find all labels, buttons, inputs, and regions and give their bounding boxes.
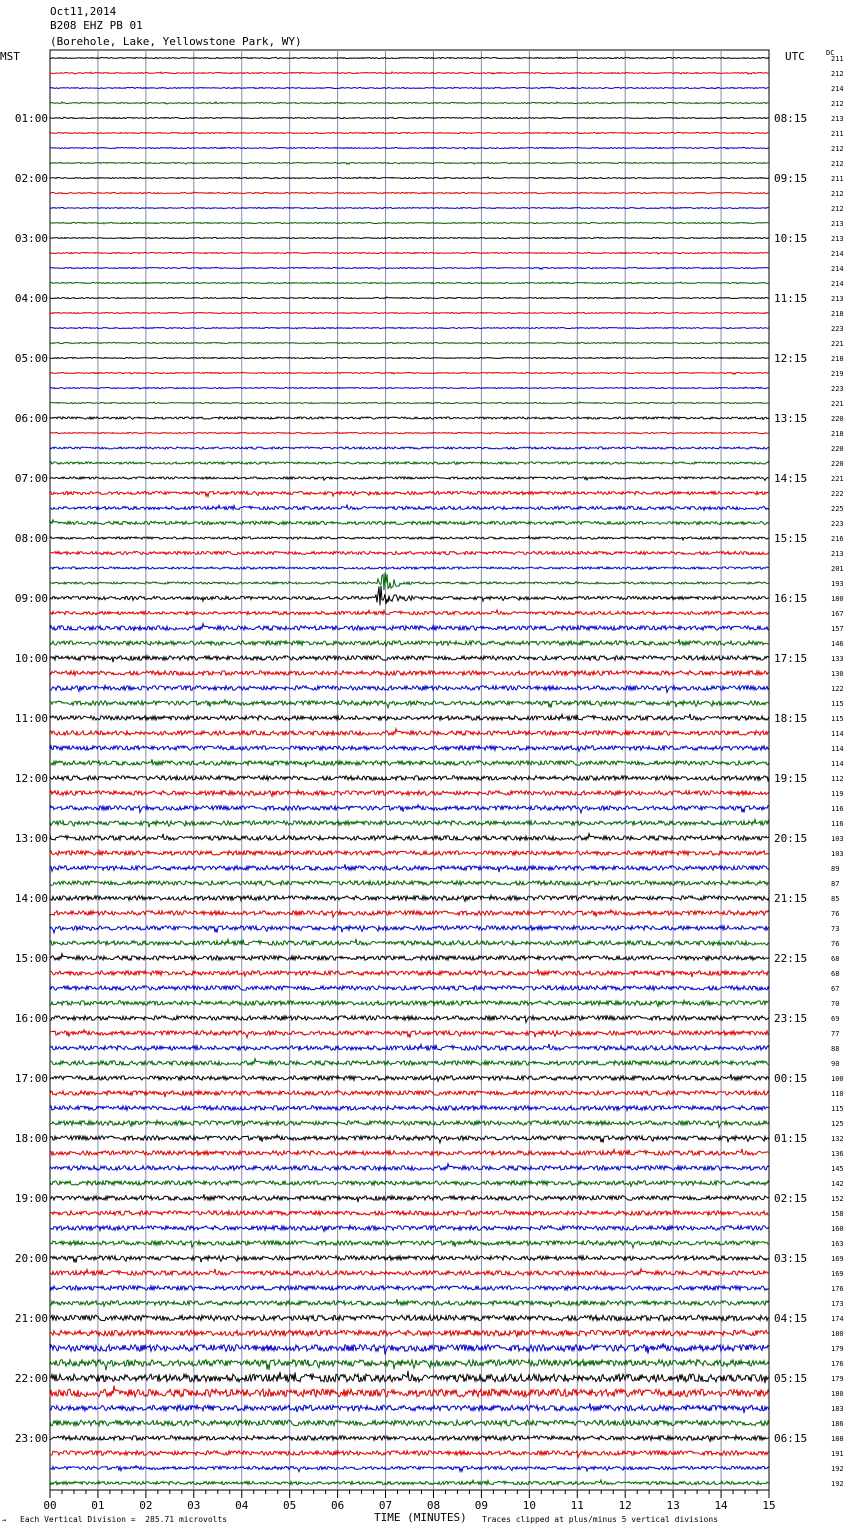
dc-offset-label: 132 xyxy=(831,1135,844,1143)
x-tick-label: 03 xyxy=(187,1499,201,1512)
dc-offset-label: 213 xyxy=(831,220,844,228)
left-timezone-label: MST xyxy=(0,50,20,63)
x-tick-label: 09 xyxy=(474,1499,489,1512)
hour-label-right: 19:15 xyxy=(774,772,808,785)
dc-offset-label: 211 xyxy=(831,55,844,63)
trace-row xyxy=(50,1000,769,1006)
trace-row xyxy=(50,1480,769,1485)
hour-label-left: 11:00 xyxy=(14,712,48,725)
trace-row xyxy=(50,402,769,404)
x-tick-label: 05 xyxy=(283,1499,297,1512)
trace-row xyxy=(50,573,769,591)
trace-row xyxy=(50,1371,769,1383)
trace-row xyxy=(50,223,769,225)
trace-row xyxy=(50,177,769,179)
trace-row xyxy=(50,1360,769,1371)
dc-offset-label: 180 xyxy=(831,1330,844,1338)
right-timezone-label: UTC xyxy=(785,50,805,63)
trace-row xyxy=(50,102,769,104)
hour-label-left: 07:00 xyxy=(14,472,48,485)
trace-row xyxy=(50,790,769,796)
x-axis-title: TIME (MINUTES) xyxy=(374,1511,467,1524)
dc-offset-label: 133 xyxy=(831,655,844,663)
x-tick-label: 12 xyxy=(618,1499,632,1512)
dc-offset-label: 100 xyxy=(831,1075,844,1083)
trace-row xyxy=(50,313,769,314)
hour-label-left: 05:00 xyxy=(14,352,48,365)
trace-row xyxy=(50,505,769,510)
trace-row xyxy=(50,864,769,872)
trace-row xyxy=(50,252,769,254)
hour-label-left: 02:00 xyxy=(14,172,48,185)
header-date: Oct11,2014 xyxy=(50,5,117,18)
hour-label-left: 03:00 xyxy=(14,232,48,245)
dc-offset-label: 167 xyxy=(831,610,844,618)
dc-offset-label: 212 xyxy=(831,145,844,153)
trace-row xyxy=(50,1091,769,1097)
dc-offset-label: 158 xyxy=(831,1210,844,1218)
dc-offset-label: 214 xyxy=(831,265,844,273)
x-tick-label: 14 xyxy=(714,1499,728,1512)
dc-offset-label: 112 xyxy=(831,775,844,783)
dc-offset-label: 223 xyxy=(831,325,844,333)
trace-row xyxy=(50,1435,769,1441)
dc-offset-label: 114 xyxy=(831,745,844,753)
dc-offset-label: 220 xyxy=(831,445,844,453)
dc-offset-label: 214 xyxy=(831,280,844,288)
dc-offset-label: 77 xyxy=(831,1030,840,1038)
trace-row xyxy=(50,714,769,720)
dc-offset-label: 220 xyxy=(831,415,844,423)
trace-row xyxy=(50,567,769,570)
dc-offset-label: 179 xyxy=(831,1345,844,1353)
trace-row xyxy=(50,1256,769,1263)
hour-label-left: 15:00 xyxy=(14,952,48,965)
trace-row xyxy=(50,939,769,946)
dc-offset-label: 218 xyxy=(831,310,844,318)
trace-row xyxy=(50,1299,769,1307)
trace-row xyxy=(50,207,769,209)
trace-row xyxy=(50,432,769,434)
trace-row xyxy=(50,57,769,59)
dc-offset-label: 179 xyxy=(831,1375,844,1383)
trace-row xyxy=(50,87,769,89)
dc-offset-label: 69 xyxy=(831,1015,840,1023)
dc-offset-label: 76 xyxy=(831,910,840,918)
trace-row xyxy=(50,671,769,676)
dc-offset-label: 221 xyxy=(831,400,844,408)
dc-offset-label: 174 xyxy=(831,1315,844,1323)
dc-offset-label: 192 xyxy=(831,1465,844,1473)
dc-offset-label: 116 xyxy=(831,805,844,813)
trace-row xyxy=(50,926,769,933)
dc-offset-label: 73 xyxy=(831,925,840,933)
dc-offset-label: 115 xyxy=(831,700,844,708)
trace-row xyxy=(50,1135,769,1143)
trace-row xyxy=(50,685,769,692)
dc-offset-label: 201 xyxy=(831,565,844,573)
hour-label-right: 21:15 xyxy=(774,892,808,905)
trace-row xyxy=(50,1240,769,1248)
dc-offset-label: 213 xyxy=(831,295,844,303)
hour-label-right: 17:15 xyxy=(774,652,808,665)
hour-label-right: 06:15 xyxy=(774,1432,808,1445)
x-tick-label: 11 xyxy=(570,1499,584,1512)
dc-offset-label: 110 xyxy=(831,1090,844,1098)
hour-label-right: 10:15 xyxy=(774,232,808,245)
hour-label-left: 21:00 xyxy=(14,1312,48,1325)
dc-offset-label: 70 xyxy=(831,1000,840,1008)
hour-label-left: 16:00 xyxy=(14,1012,48,1025)
hour-label-left: 06:00 xyxy=(14,412,48,425)
dc-offset-label: 76 xyxy=(831,940,840,948)
dc-offset-label: 213 xyxy=(831,235,844,243)
hour-label-left: 19:00 xyxy=(14,1192,48,1205)
header-station: B208 EHZ PB 01 xyxy=(50,19,143,32)
dc-offset-label: 103 xyxy=(831,850,844,858)
hour-label-left: 04:00 xyxy=(14,292,48,305)
hour-label-right: 00:15 xyxy=(774,1072,808,1085)
hour-label-right: 08:15 xyxy=(774,112,808,125)
dc-offset-label: 213 xyxy=(831,115,844,123)
dc-offset-label: 89 xyxy=(831,865,840,873)
trace-row xyxy=(50,1269,769,1276)
x-tick-label: 13 xyxy=(666,1499,680,1512)
trace-row xyxy=(50,1059,769,1066)
dc-offset-label: 90 xyxy=(831,1060,840,1068)
trace-row xyxy=(50,1343,769,1354)
dc-offset-label: 183 xyxy=(831,1405,844,1413)
dc-offset-label: 223 xyxy=(831,385,844,393)
trace-row xyxy=(50,1466,769,1472)
dc-offset-label: 169 xyxy=(831,1270,844,1278)
dc-offset-label: 212 xyxy=(831,205,844,213)
hour-label-left: 13:00 xyxy=(14,832,48,845)
dc-offset-label: 218 xyxy=(831,355,844,363)
trace-row xyxy=(50,491,769,496)
footer-mark: → xyxy=(2,1516,7,1524)
trace-row xyxy=(50,1315,769,1320)
trace-row xyxy=(50,729,769,736)
trace-row xyxy=(50,357,769,358)
dc-offset-label: 173 xyxy=(831,1300,844,1308)
trace-row xyxy=(50,387,769,389)
dc-offset-label: 219 xyxy=(831,370,844,378)
footer-clip-note: Traces clipped at plus/minus 5 vertical divisions xyxy=(482,1515,719,1524)
trace-row xyxy=(50,586,769,606)
hour-label-right: 02:15 xyxy=(774,1192,808,1205)
trace-row xyxy=(50,1330,769,1337)
hour-label-right: 16:15 xyxy=(774,592,808,605)
trace-row xyxy=(50,536,769,540)
hour-label-right: 22:15 xyxy=(774,952,808,965)
dc-offset-label: 115 xyxy=(831,1105,844,1113)
trace-row xyxy=(50,551,769,554)
hour-label-right: 01:15 xyxy=(774,1132,808,1145)
x-tick-label: 02 xyxy=(139,1499,153,1512)
hour-label-left: 14:00 xyxy=(14,892,48,905)
trace-row xyxy=(50,819,769,827)
dc-offset-label: 68 xyxy=(831,955,840,963)
trace-row xyxy=(50,834,769,841)
dc-offset-label: 180 xyxy=(831,595,844,603)
dc-offset-label: 136 xyxy=(831,1150,844,1158)
trace-row xyxy=(50,447,769,449)
dc-offset-label: 221 xyxy=(831,475,844,483)
header-location: (Borehole, Lake, Yellowstone Park, WY) xyxy=(50,35,302,48)
hour-label-left: 18:00 xyxy=(14,1132,48,1145)
dc-offset-label: 212 xyxy=(831,70,844,78)
trace-row xyxy=(50,969,769,977)
dc-offset-label: 212 xyxy=(831,100,844,108)
trace-row xyxy=(50,267,769,269)
trace-row xyxy=(50,910,769,918)
hour-label-left: 01:00 xyxy=(14,112,48,125)
trace-row xyxy=(50,1420,769,1425)
hour-label-right: 20:15 xyxy=(774,832,808,845)
trace-row xyxy=(50,1403,769,1413)
trace-row xyxy=(50,132,769,133)
footer-scale-note: Each Vertical Division = 285.71 microvolts xyxy=(20,1515,228,1524)
dc-offset-label: 130 xyxy=(831,670,844,678)
dc-offset-label: 214 xyxy=(831,85,844,93)
dc-offset-label: 163 xyxy=(831,1240,844,1248)
dc-offset-label: 157 xyxy=(831,625,844,633)
dc-offset-label: 85 xyxy=(831,895,840,903)
hour-label-right: 12:15 xyxy=(774,352,808,365)
hour-label-right: 03:15 xyxy=(774,1252,808,1265)
hour-label-left: 08:00 xyxy=(14,532,48,545)
hour-label-left: 20:00 xyxy=(14,1252,48,1265)
dc-offset-label: 221 xyxy=(831,340,844,348)
dc-offset-label: 193 xyxy=(831,580,844,588)
dc-offset-label: 212 xyxy=(831,190,844,198)
dc-offset-label: 213 xyxy=(831,550,844,558)
dc-offset-label: 103 xyxy=(831,835,844,843)
trace-row xyxy=(50,1030,769,1038)
dc-offset-label: 192 xyxy=(831,1480,844,1488)
dc-offset-label: 180 xyxy=(831,1390,844,1398)
dc-offset-label: 152 xyxy=(831,1195,844,1203)
trace-row xyxy=(50,881,769,885)
hour-label-left: 23:00 xyxy=(14,1432,48,1445)
trace-row xyxy=(50,895,769,901)
x-tick-label: 08 xyxy=(426,1499,441,1512)
trace-row xyxy=(50,1181,769,1186)
dc-offset-label: 218 xyxy=(831,430,844,438)
trace-row xyxy=(50,610,769,615)
trace-row xyxy=(50,1451,769,1458)
trace-row xyxy=(50,297,769,299)
trace-row xyxy=(50,192,769,194)
hour-label-right: 11:15 xyxy=(774,292,808,305)
hour-label-right: 09:15 xyxy=(774,172,808,185)
x-tick-label: 10 xyxy=(522,1499,536,1512)
trace-row xyxy=(50,477,769,481)
trace-row xyxy=(50,343,769,344)
dc-offset-label: 216 xyxy=(831,535,844,543)
trace-row xyxy=(50,759,769,767)
dc-offset-label: 188 xyxy=(831,1435,844,1443)
trace-row xyxy=(50,1044,769,1050)
dc-offset-label: 145 xyxy=(831,1165,844,1173)
dc-offset-label: 176 xyxy=(831,1285,844,1293)
trace-row xyxy=(50,986,769,990)
hour-label-left: 17:00 xyxy=(14,1072,48,1085)
dc-offset-label: 115 xyxy=(831,715,844,723)
x-tick-label: 00 xyxy=(43,1499,57,1512)
trace-row xyxy=(50,1164,769,1171)
trace-row xyxy=(50,746,769,751)
x-tick-label: 15 xyxy=(762,1499,776,1512)
dc-offset-label: 169 xyxy=(831,1255,844,1263)
hour-label-left: 22:00 xyxy=(14,1372,48,1385)
hour-label-left: 12:00 xyxy=(14,772,48,785)
dc-offset-label: 211 xyxy=(831,130,844,138)
hour-label-right: 04:15 xyxy=(774,1312,808,1325)
hour-label-right: 05:15 xyxy=(774,1372,808,1385)
dc-offset-label: 116 xyxy=(831,820,844,828)
dc-offset-label: 160 xyxy=(831,1225,844,1233)
dc-offset-label: 212 xyxy=(831,160,844,168)
trace-row xyxy=(50,1106,769,1111)
trace-row xyxy=(50,805,769,813)
hour-label-left: 10:00 xyxy=(14,652,48,665)
dc-offset-label: 225 xyxy=(831,505,844,513)
dc-offset-label: 146 xyxy=(831,640,844,648)
trace-row xyxy=(50,1386,769,1397)
trace-row xyxy=(50,776,769,781)
dc-offset-label: 220 xyxy=(831,460,844,468)
dc-offset-label: 125 xyxy=(831,1120,844,1128)
dc-offset-label: 114 xyxy=(831,760,844,768)
trace-row xyxy=(50,163,769,165)
hour-label-left: 09:00 xyxy=(14,592,48,605)
x-tick-label: 07 xyxy=(378,1499,393,1512)
trace-row xyxy=(50,700,769,708)
dc-offset-label: 114 xyxy=(831,730,844,738)
dc-offset-label: 191 xyxy=(831,1450,844,1458)
trace-row xyxy=(50,1194,769,1202)
trace-row xyxy=(50,639,769,646)
dc-offset-label: 222 xyxy=(831,490,844,498)
trace-row xyxy=(50,1120,769,1127)
hour-label-right: 15:15 xyxy=(774,532,808,545)
dc-offset-label: 67 xyxy=(831,985,840,993)
dc-offset-label: 223 xyxy=(831,520,844,528)
trace-row xyxy=(50,417,769,420)
dc-offset-label: 88 xyxy=(831,1045,840,1053)
dc-offset-label: 176 xyxy=(831,1360,844,1368)
dc-offset-label: 211 xyxy=(831,175,844,183)
trace-row xyxy=(50,282,769,284)
dc-offset-label: 68 xyxy=(831,970,840,978)
trace-row xyxy=(50,851,769,855)
trace-row xyxy=(50,1016,769,1023)
x-tick-label: 04 xyxy=(235,1499,249,1512)
x-tick-label: 01 xyxy=(91,1499,105,1512)
trace-row xyxy=(50,520,769,525)
hour-label-right: 13:15 xyxy=(774,412,808,425)
dc-column-label: DC xyxy=(826,49,835,57)
trace-row xyxy=(50,1149,769,1155)
trace-row xyxy=(50,624,769,631)
trace-row xyxy=(50,954,769,961)
trace-row xyxy=(50,147,769,149)
dc-offset-label: 142 xyxy=(831,1180,844,1188)
hour-label-right: 14:15 xyxy=(774,472,808,485)
trace-row xyxy=(50,372,769,374)
trace-row xyxy=(50,327,769,329)
dc-offset-label: 214 xyxy=(831,250,844,258)
trace-row xyxy=(50,656,769,662)
x-tick-label: 06 xyxy=(330,1499,345,1512)
trace-row xyxy=(50,238,769,239)
trace-row xyxy=(50,1074,769,1081)
trace-row xyxy=(50,72,769,74)
trace-row xyxy=(50,1225,769,1231)
trace-row xyxy=(50,1211,769,1215)
dc-offset-label: 122 xyxy=(831,685,844,693)
trace-row xyxy=(50,1286,769,1290)
dc-offset-label: 186 xyxy=(831,1420,844,1428)
trace-row xyxy=(50,462,769,465)
hour-label-right: 18:15 xyxy=(774,712,808,725)
trace-row xyxy=(50,117,769,118)
dc-offset-label: 119 xyxy=(831,790,844,798)
hour-label-right: 23:15 xyxy=(774,1012,808,1025)
dc-offset-label: 87 xyxy=(831,880,840,888)
